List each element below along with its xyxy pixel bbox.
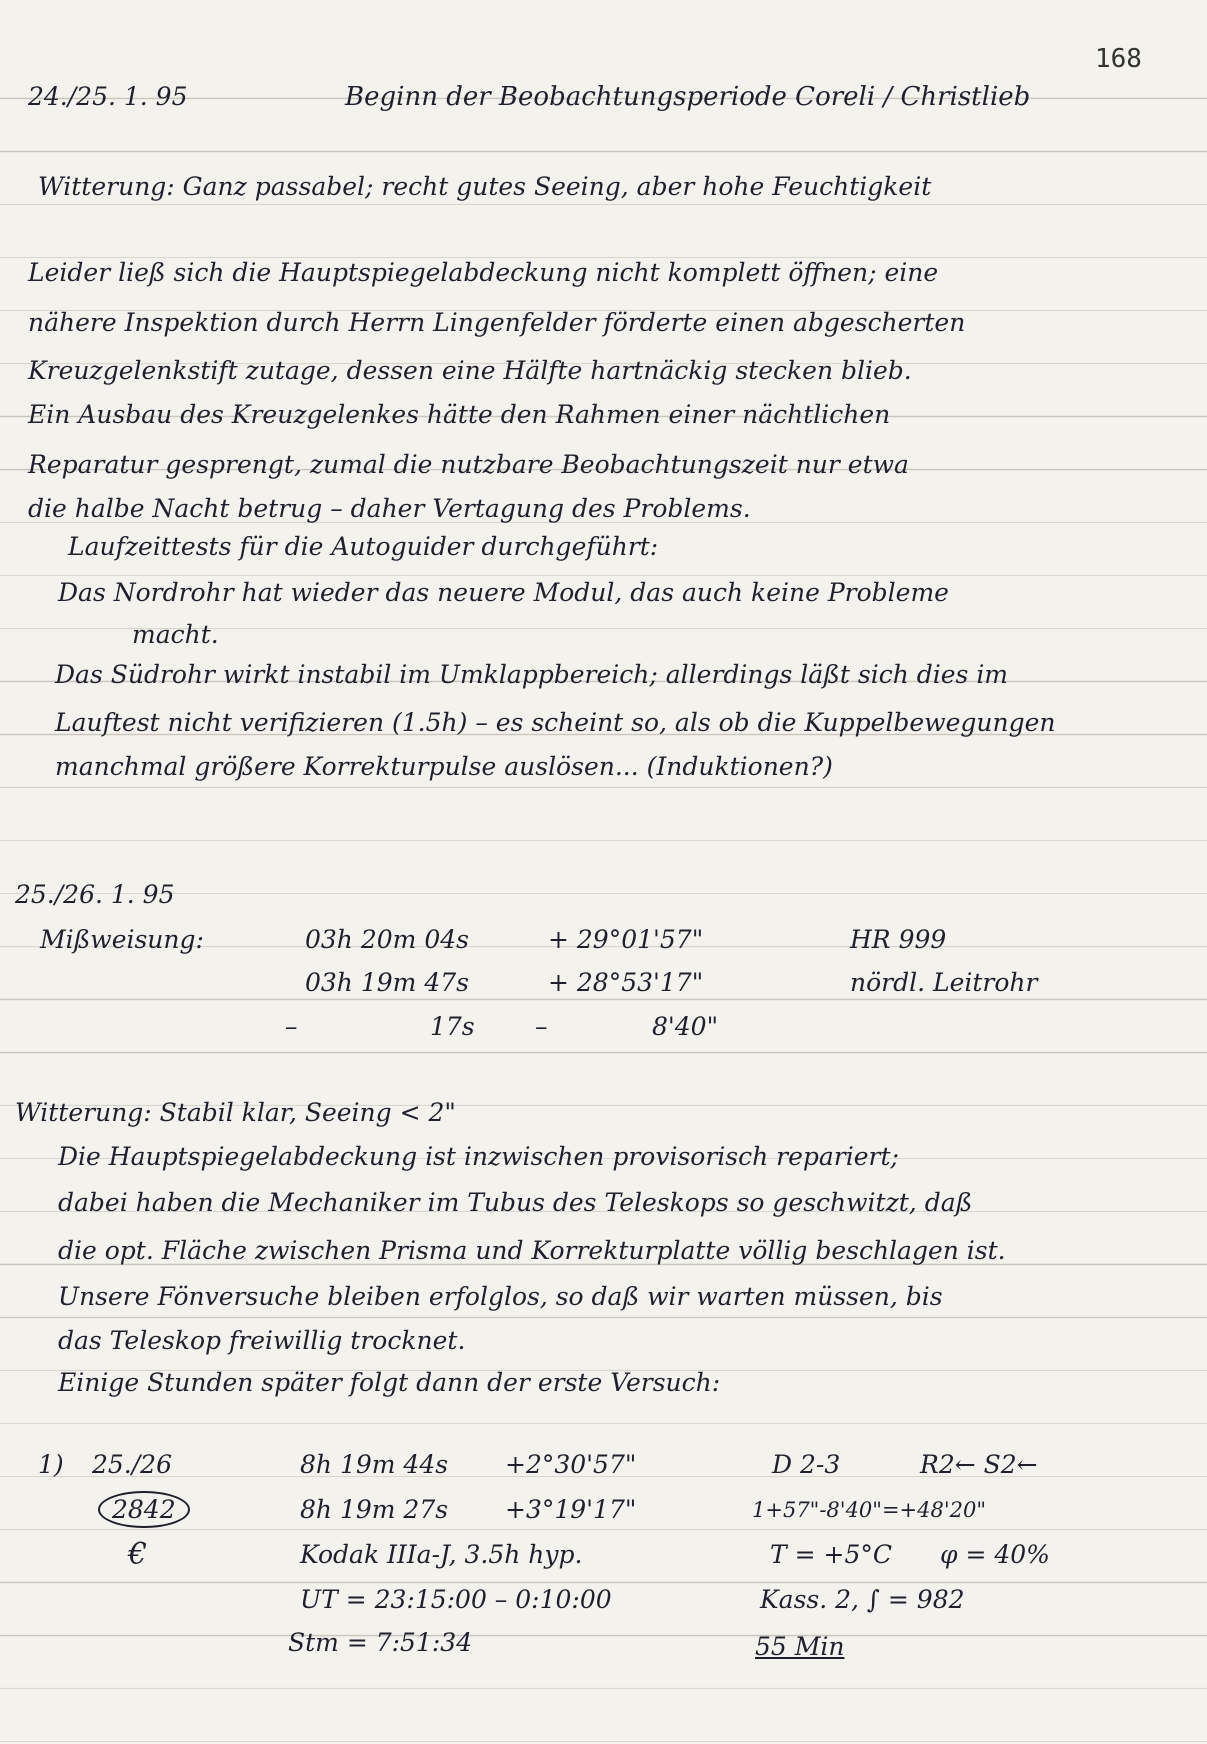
text-line: Lauftest nicht verifizieren (1.5h) – es scheint so, als ob die Kuppelbewegungen — [55, 708, 1056, 737]
obs-duration: 55 Min — [755, 1632, 845, 1661]
obs-dec: +3°19'17" — [505, 1495, 637, 1524]
plate-number — [98, 1495, 190, 1525]
text-line: Das Nordrohr hat wieder das neuere Modul, das auch keine Probleme — [58, 578, 949, 607]
obs-dec: +2°30'57" — [505, 1450, 637, 1479]
text-line: Leider ließ sich die Hauptspiegelabdeckung nicht komplett öffnen; eine — [28, 258, 939, 287]
diff-sign: – — [285, 1012, 298, 1041]
dec-value: + 29°01'57" — [548, 925, 704, 954]
obs-sidereal: Stm = 7:51:34 — [288, 1628, 473, 1657]
text-line: Reparatur gesprengt, zumal die nutzbare Beobachtungszeit nur etwa — [28, 450, 909, 479]
star-note: HR 999 — [850, 925, 947, 954]
text-line: Das Südrohr wirkt instabil im Umklappbereich; allerdings läßt sich dies im — [55, 660, 1009, 689]
weather-line: Witterung: Stabil klar, Seeing < 2" — [15, 1098, 456, 1127]
ra-value: 03h 20m 04s — [305, 925, 469, 954]
entry-date: 25./26. 1. 95 — [15, 880, 175, 909]
obs-ra: 8h 19m 27s — [300, 1495, 449, 1524]
star-note: nördl. Leitrohr — [850, 968, 1038, 997]
text-line: die opt. Fläche zwischen Prisma und Korrekturplatte völlig beschlagen ist. — [58, 1236, 1006, 1265]
obs-date: 25./26 — [92, 1450, 172, 1479]
weather-line: Witterung: Ganz passabel; recht gutes Seeing, aber hohe Feuchtigkeit — [38, 172, 932, 201]
text-line: Unsere Fönversuche bleiben erfolglos, so daß wir warten müssen, bis — [58, 1282, 943, 1311]
text-line: das Teleskop freiwillig trocknet. — [58, 1326, 466, 1355]
obs-emulsion: Kodak IIIa-J, 3.5h hyp. — [300, 1540, 583, 1569]
obs-ut: UT = 23:15:00 – 0:10:00 — [300, 1585, 612, 1614]
ra-value: 03h 19m 47s — [305, 968, 469, 997]
text-line: Einige Stunden später folgt dann der erste Versuch: — [58, 1368, 721, 1397]
obs-col3: D 2-3 — [772, 1450, 841, 1479]
ra-diff: 17s — [430, 1012, 475, 1041]
dec-value: + 28°53'17" — [548, 968, 704, 997]
dec-diff: 8'40" — [652, 1012, 719, 1041]
obs-number: 1) — [38, 1450, 64, 1479]
text-line: macht. — [132, 620, 219, 649]
obs-symbol: € — [128, 1537, 148, 1572]
text-line: Kreuzgelenkstift zutage, dessen eine Hälfte hartnäckig stecken blieb. — [28, 356, 912, 385]
text-line: Die Hauptspiegelabdeckung ist inzwischen provisorisch repariert; — [58, 1142, 899, 1171]
obs-col4: R2← S2← — [920, 1450, 1038, 1479]
obs-kass: Kass. 2, ∫ = 982 — [760, 1585, 965, 1614]
obs-ra: 8h 19m 44s — [300, 1450, 449, 1479]
text-line: nähere Inspektion durch Herrn Lingenfelder förderte einen abgescherten — [28, 308, 966, 337]
missweisung-label: Mißweisung: — [40, 925, 204, 954]
plate-number-text: 2842 — [98, 1491, 190, 1528]
text-line: die halbe Nacht betrug – daher Vertagung des Problems. — [28, 494, 751, 523]
text-line: Laufzeittests für die Autoguider durchgeführt: — [68, 532, 659, 561]
obs-offset: 1+57"-8'40"=+48'20" — [752, 1498, 987, 1522]
obs-temp: T = +5°C — [770, 1540, 892, 1569]
entry-date: 24./25. 1. 95 — [28, 82, 188, 111]
obs-humidity: φ = 40% — [940, 1540, 1050, 1569]
text-line: Ein Ausbau des Kreuzgelenkes hätte den Rahmen einer nächtlichen — [28, 400, 891, 429]
diff-sign: – — [535, 1012, 548, 1041]
text-line: manchmal größere Korrekturpulse auslösen... (Induktionen?) — [55, 752, 833, 781]
entry-title: Beginn der Beobachtungsperiode Coreli / Christlieb — [345, 82, 1031, 112]
text-line: dabei haben die Mechaniker im Tubus des Teleskops so geschwitzt, daß — [58, 1188, 973, 1217]
page-number: 168 — [1095, 44, 1142, 74]
